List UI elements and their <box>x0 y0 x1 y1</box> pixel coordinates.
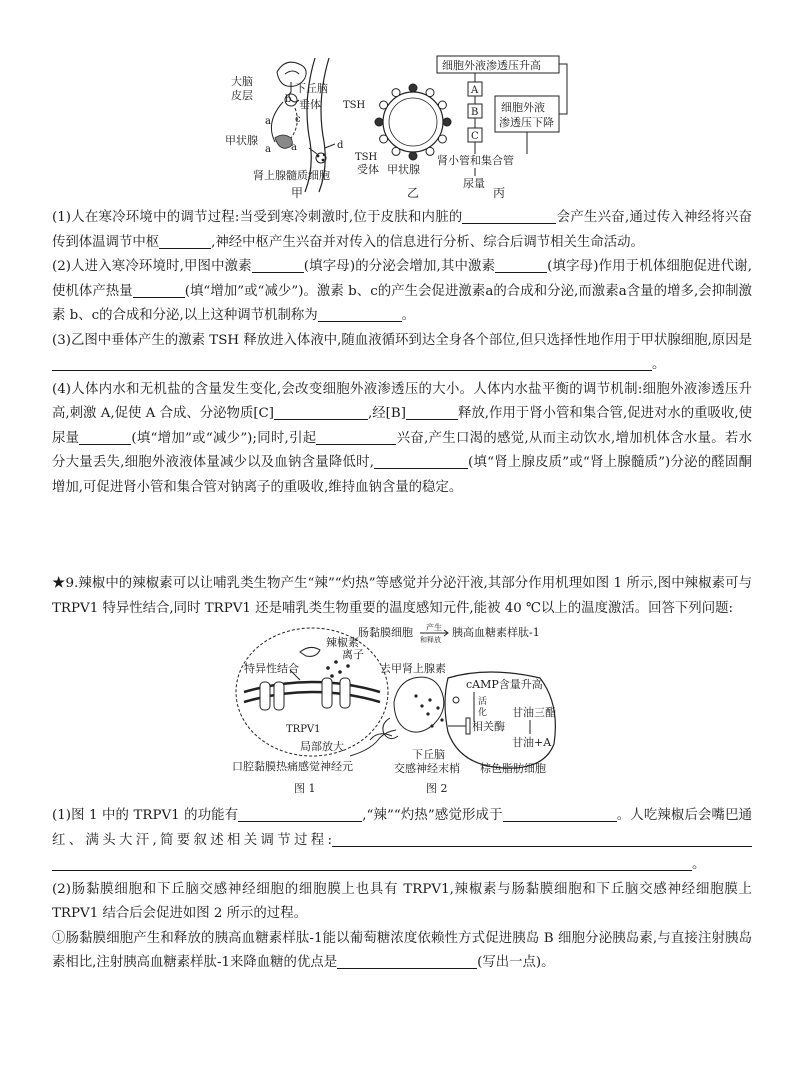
label-urine: 尿量 <box>463 177 485 190</box>
tsh-receptor <box>426 147 434 155</box>
label-side-2: 渗透压下降 <box>499 116 554 129</box>
label-receptor1: TSH <box>355 152 378 163</box>
figure-trpv1 <box>230 622 570 798</box>
blank-q2-d[interactable] <box>318 306 402 322</box>
tsh-receptor <box>409 152 417 160</box>
label-camp: cAMP含量升高 <box>466 678 543 691</box>
label-tg: 甘油三酯 <box>512 706 556 719</box>
caption-bing: 丙 <box>493 186 506 200</box>
blank-q4-b[interactable] <box>406 404 458 420</box>
label-C: C <box>471 131 479 142</box>
tsh-receptor <box>392 147 400 155</box>
label-enzyme: 相关酶 <box>472 720 505 733</box>
blank-q2-c[interactable] <box>133 282 185 298</box>
label-act1: 活 <box>478 697 488 707</box>
blank-q2-b[interactable] <box>495 257 547 273</box>
label-cortex2: 皮层 <box>231 89 253 102</box>
diagram-fig1 <box>232 628 396 795</box>
blank-q9-1d[interactable] <box>52 855 692 871</box>
label-a2: a <box>291 142 297 153</box>
caption-yi: 乙 <box>407 186 420 200</box>
label-yi-thyroid: 甲状腺 <box>387 163 420 176</box>
blank-q9-1c[interactable] <box>332 831 752 847</box>
q9-2-1: ①肠黏膜细胞产生和释放的胰高血糖素样肽-1能以葡萄糖浓度依赖性方式促进胰岛 B 细胞分泌胰岛素,与直接注射胰岛素相比,注射胰高血糖素样肽-1来降血糖的优点是 (写出一点)。 <box>52 930 752 970</box>
tsh-receptor <box>438 135 446 143</box>
tsh-receptor <box>426 89 434 97</box>
diagram-yi <box>343 84 451 200</box>
label-norepi: 去甲肾上腺素 <box>380 662 446 675</box>
label-pituitary: 垂体 <box>299 98 321 111</box>
blank-q9-2a[interactable] <box>337 953 477 969</box>
label-act2: 化 <box>478 708 488 718</box>
label-trpv1: TRPV1 <box>286 724 321 735</box>
label-side-1: 细胞外液 <box>501 101 545 114</box>
label-thyroid: 甲状腺 <box>225 134 258 147</box>
tsh-receptor <box>375 118 383 126</box>
label-tsh: TSH <box>343 100 366 111</box>
label-hypo2: 交感神经末梢 <box>394 762 460 775</box>
label-a1: a <box>265 116 271 127</box>
caption-fig2: 图 2 <box>426 782 448 795</box>
diagram-jia <box>225 58 344 200</box>
blank-q4-e[interactable] <box>374 453 468 469</box>
label-adrenal: 肾上腺髓质细胞 <box>253 169 330 182</box>
label-hypothalamus: 下丘脑 <box>295 82 328 95</box>
label-ion: 离子 <box>342 648 364 661</box>
tsh-receptor <box>409 84 417 92</box>
label-top-box: 细胞外液渗透压升高 <box>442 59 541 72</box>
blank-q9-1a[interactable] <box>238 806 362 822</box>
label-hypo1: 下丘脑 <box>412 748 445 761</box>
q9-1: (1)图 1 中的 TRPV1 的功能有 ,“辣”“灼热”感觉形成于 。人吃辣椒后会嘴巴通红、满头大汗,简要叙述相关调节过程:。 <box>52 808 753 872</box>
diagram-fig2 <box>358 622 556 795</box>
label-receptor2: 受体 <box>357 163 379 176</box>
label-amplify: 局部放大 <box>300 740 344 753</box>
label-c: c <box>295 114 301 125</box>
blank-q9-1b[interactable] <box>503 806 617 822</box>
blank-q4-c[interactable] <box>79 429 131 445</box>
figure-jia-yi-bing <box>225 52 570 200</box>
q4: (4)人体内水和无机盐的含量发生变化,会改变细胞外液渗透压的大小。人体内水盐平衡的调节机制:细胞外液渗透压升高,刺激 A,促使 A 合成、分泌物质[C] ,经[B] 释放,作用于肾小管和集合管,促进对水的重吸收,使尿量 (填“增加”或“减少”);同时,引起 兴奋,产生口渴的感觉,从而主动饮水,增加机体含水量。若水分大量丢失,细胞外液液体量减少以及血钠含量降低时, (填“肾上腺皮质”或“肾上腺髓质”)分泌的醛固酮增加,可促进肾小管和集合管对钠离子的重吸收,维持血钠含量的稳定。 <box>52 381 752 495</box>
questions-part1 <box>52 206 752 500</box>
q9-parts <box>52 804 752 976</box>
label-brown: 棕色脂肪细胞 <box>480 762 546 775</box>
q2: (2)人进入寒冷环境时,甲图中激素 (填字母)的分泌会增加,其中激素 (填字母)作用于机体细胞促进代谢,使机体产热量 (填“增加”或“减少”)。激素 b、c的产生会促进激素a的合成和分泌,而激素a含量的增多,会抑制激素 b、c的合成和分泌,以上这种调节机制称为 。 <box>52 259 753 323</box>
caption-jia: 甲 <box>291 186 304 200</box>
label-glycerol: 甘油+A <box>512 736 552 749</box>
label-produce1: 产生 <box>426 623 442 632</box>
diagram-bing <box>437 56 567 200</box>
blank-q4-d[interactable] <box>316 429 396 445</box>
label-specific: 特异性结合 <box>244 662 299 675</box>
q9-2: (2)肠黏膜细胞和下丘脑交感神经细胞的细胞膜上也具有 TRPV1,辣椒素与肠黏膜细胞和下丘脑交感神经细胞膜上 TRPV1 结合后会促进如图 2 所示的过程。 <box>52 881 752 921</box>
label-B: B <box>471 107 479 118</box>
tsh-receptor <box>438 101 446 109</box>
tsh-receptor <box>380 101 388 109</box>
label-produce2: 和释放 <box>420 636 441 644</box>
label-b: b <box>285 94 292 105</box>
label-cortex: 大脑 <box>231 75 253 88</box>
label-glp1: 胰高血糖素样肽-1 <box>452 626 540 639</box>
q9-stem: ★9.辣椒中的辣椒素可以让哺乳类生物产生“辣”“灼热”等感觉并分泌汗液,其部分作用机理如图 1 所示,图中辣椒素可与 TRPV1 特异性结合,同时 TRPV1 还是哺乳类生物重要的温度感知元件,能被 40 ℃以上的温度激活。回答下列问题: <box>52 576 752 616</box>
q3: (3)乙图中垂体产生的激素 TSH 释放进入体液中,随血液循环到达全身各个部位,但只选择性地作用于甲状腺细胞,原因是。 <box>52 332 752 372</box>
blank-q3[interactable] <box>52 355 652 371</box>
label-A: A <box>471 85 479 96</box>
label-neuron: 口腔黏膜热痛感觉神经元 <box>232 760 353 773</box>
label-d: d <box>337 140 344 151</box>
caption-fig1: 图 1 <box>294 782 316 795</box>
tsh-receptor <box>380 135 388 143</box>
label-intestine: 肠黏膜细胞 <box>358 626 413 639</box>
tsh-receptor <box>443 118 451 126</box>
blank-q4-a[interactable] <box>274 404 368 420</box>
tsh-receptor <box>392 89 400 97</box>
q1: (1)人在寒冷环境中的调节过程:当受到寒冷刺激时,位于皮肤和内脏的 会产生兴奋,通过传入神经将兴奋传到体温调节中枢 ,神经中枢产生兴奋并对传入的信息进行分析、综合后调节相关生命活动。 <box>52 210 752 250</box>
label-capsaicin: 辣椒素 <box>326 636 359 649</box>
blank-q1-b[interactable] <box>159 233 211 249</box>
label-kidney: 肾小管和集合管 <box>437 154 514 167</box>
blank-q2-a[interactable] <box>252 257 304 273</box>
blank-q1-a[interactable] <box>462 208 556 224</box>
label-a3: a <box>265 144 271 155</box>
